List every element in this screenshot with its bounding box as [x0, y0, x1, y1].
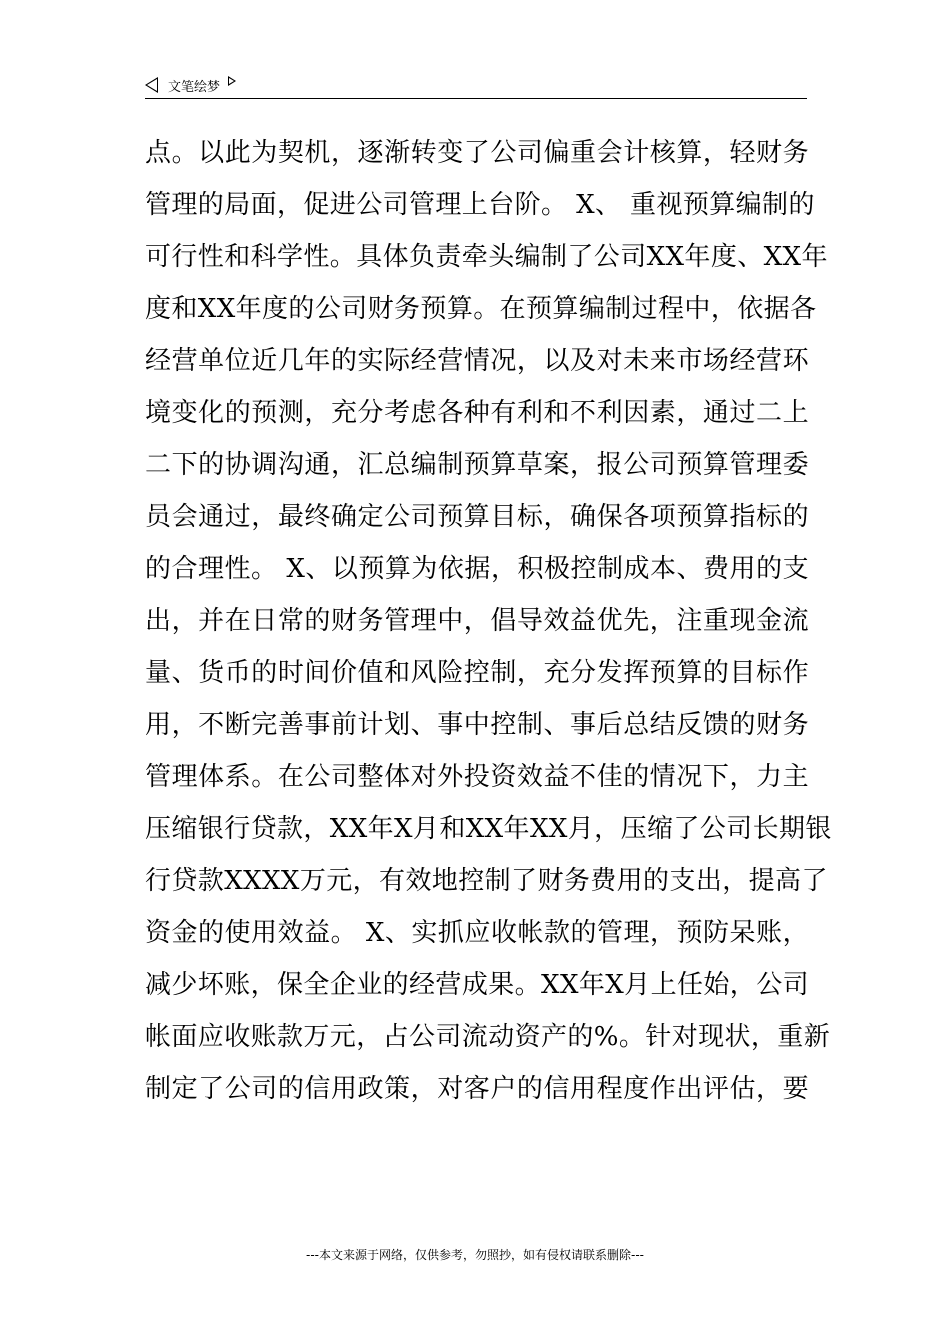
triangle-right-icon: [228, 76, 236, 86]
footer-notice: ---本文来源于网络，仅供参考，勿照抄，如有侵权请联系删除---: [306, 1248, 644, 1262]
body-line: 境变化的预测，充分考虑各种有利和不利因素，通过二上: [145, 398, 809, 428]
body-line: 二下的协调沟通，汇总编制预算草案，报公司预算管理委: [145, 450, 809, 480]
body-line: 行贷款XXXX万元，有效地控制了财务费用的支出，提高了: [145, 866, 828, 896]
body-line: 可行性和科学性。具体负责牵头编制了公司XX年度、XX年: [145, 242, 828, 272]
body-line: 点。以此为契机，逐渐转变了公司偏重会计核算，轻财务: [145, 138, 809, 168]
body-line: 的合理性。 X、以预算为依据，积极控制成本、费用的支: [145, 554, 809, 584]
body-line: 减少坏账，保全企业的经营成果。XX年X月上任始，公司: [145, 970, 809, 1000]
body-line: 管理体系。在公司整体对外投资效益不佳的情况下，力主: [145, 762, 809, 792]
triangle-left-icon: [145, 77, 158, 93]
body-line: 帐面应收账款万元，占公司流动资产的%。针对现状，重新: [145, 1022, 831, 1052]
body-line: 量、货币的时间价值和风险控制，充分发挥预算的目标作: [145, 658, 809, 688]
body-line: 制定了公司的信用政策，对客户的信用程度作出评估，要: [145, 1074, 809, 1104]
body-line: 管理的局面，促进公司管理上台阶。 X、 重视预算编制的: [145, 190, 815, 220]
body-line: 员会通过，最终确定公司预算目标，确保各项预算指标的: [145, 502, 809, 532]
body-line: 资金的使用效益。 X、实抓应收帐款的管理，预防呆账，: [145, 918, 809, 948]
header-title: 文笔绘梦: [168, 79, 221, 95]
body-line: 用，不断完善事前计划、事中控制、事后总结反馈的财务: [145, 710, 809, 740]
page-header: [145, 72, 807, 99]
body-line: 压缩银行贷款，XX年X月和XX年XX月，压缩了公司长期银: [145, 814, 832, 844]
body-line: 经营单位近几年的实际经营情况，以及对未来市场经营环: [145, 346, 809, 376]
document-body: [145, 127, 832, 1115]
body-line: 出，并在日常的财务管理中，倡导效益优先，注重现金流: [145, 606, 809, 636]
body-line: 度和XX年度的公司财务预算。在预算编制过程中，依据各: [145, 294, 817, 324]
